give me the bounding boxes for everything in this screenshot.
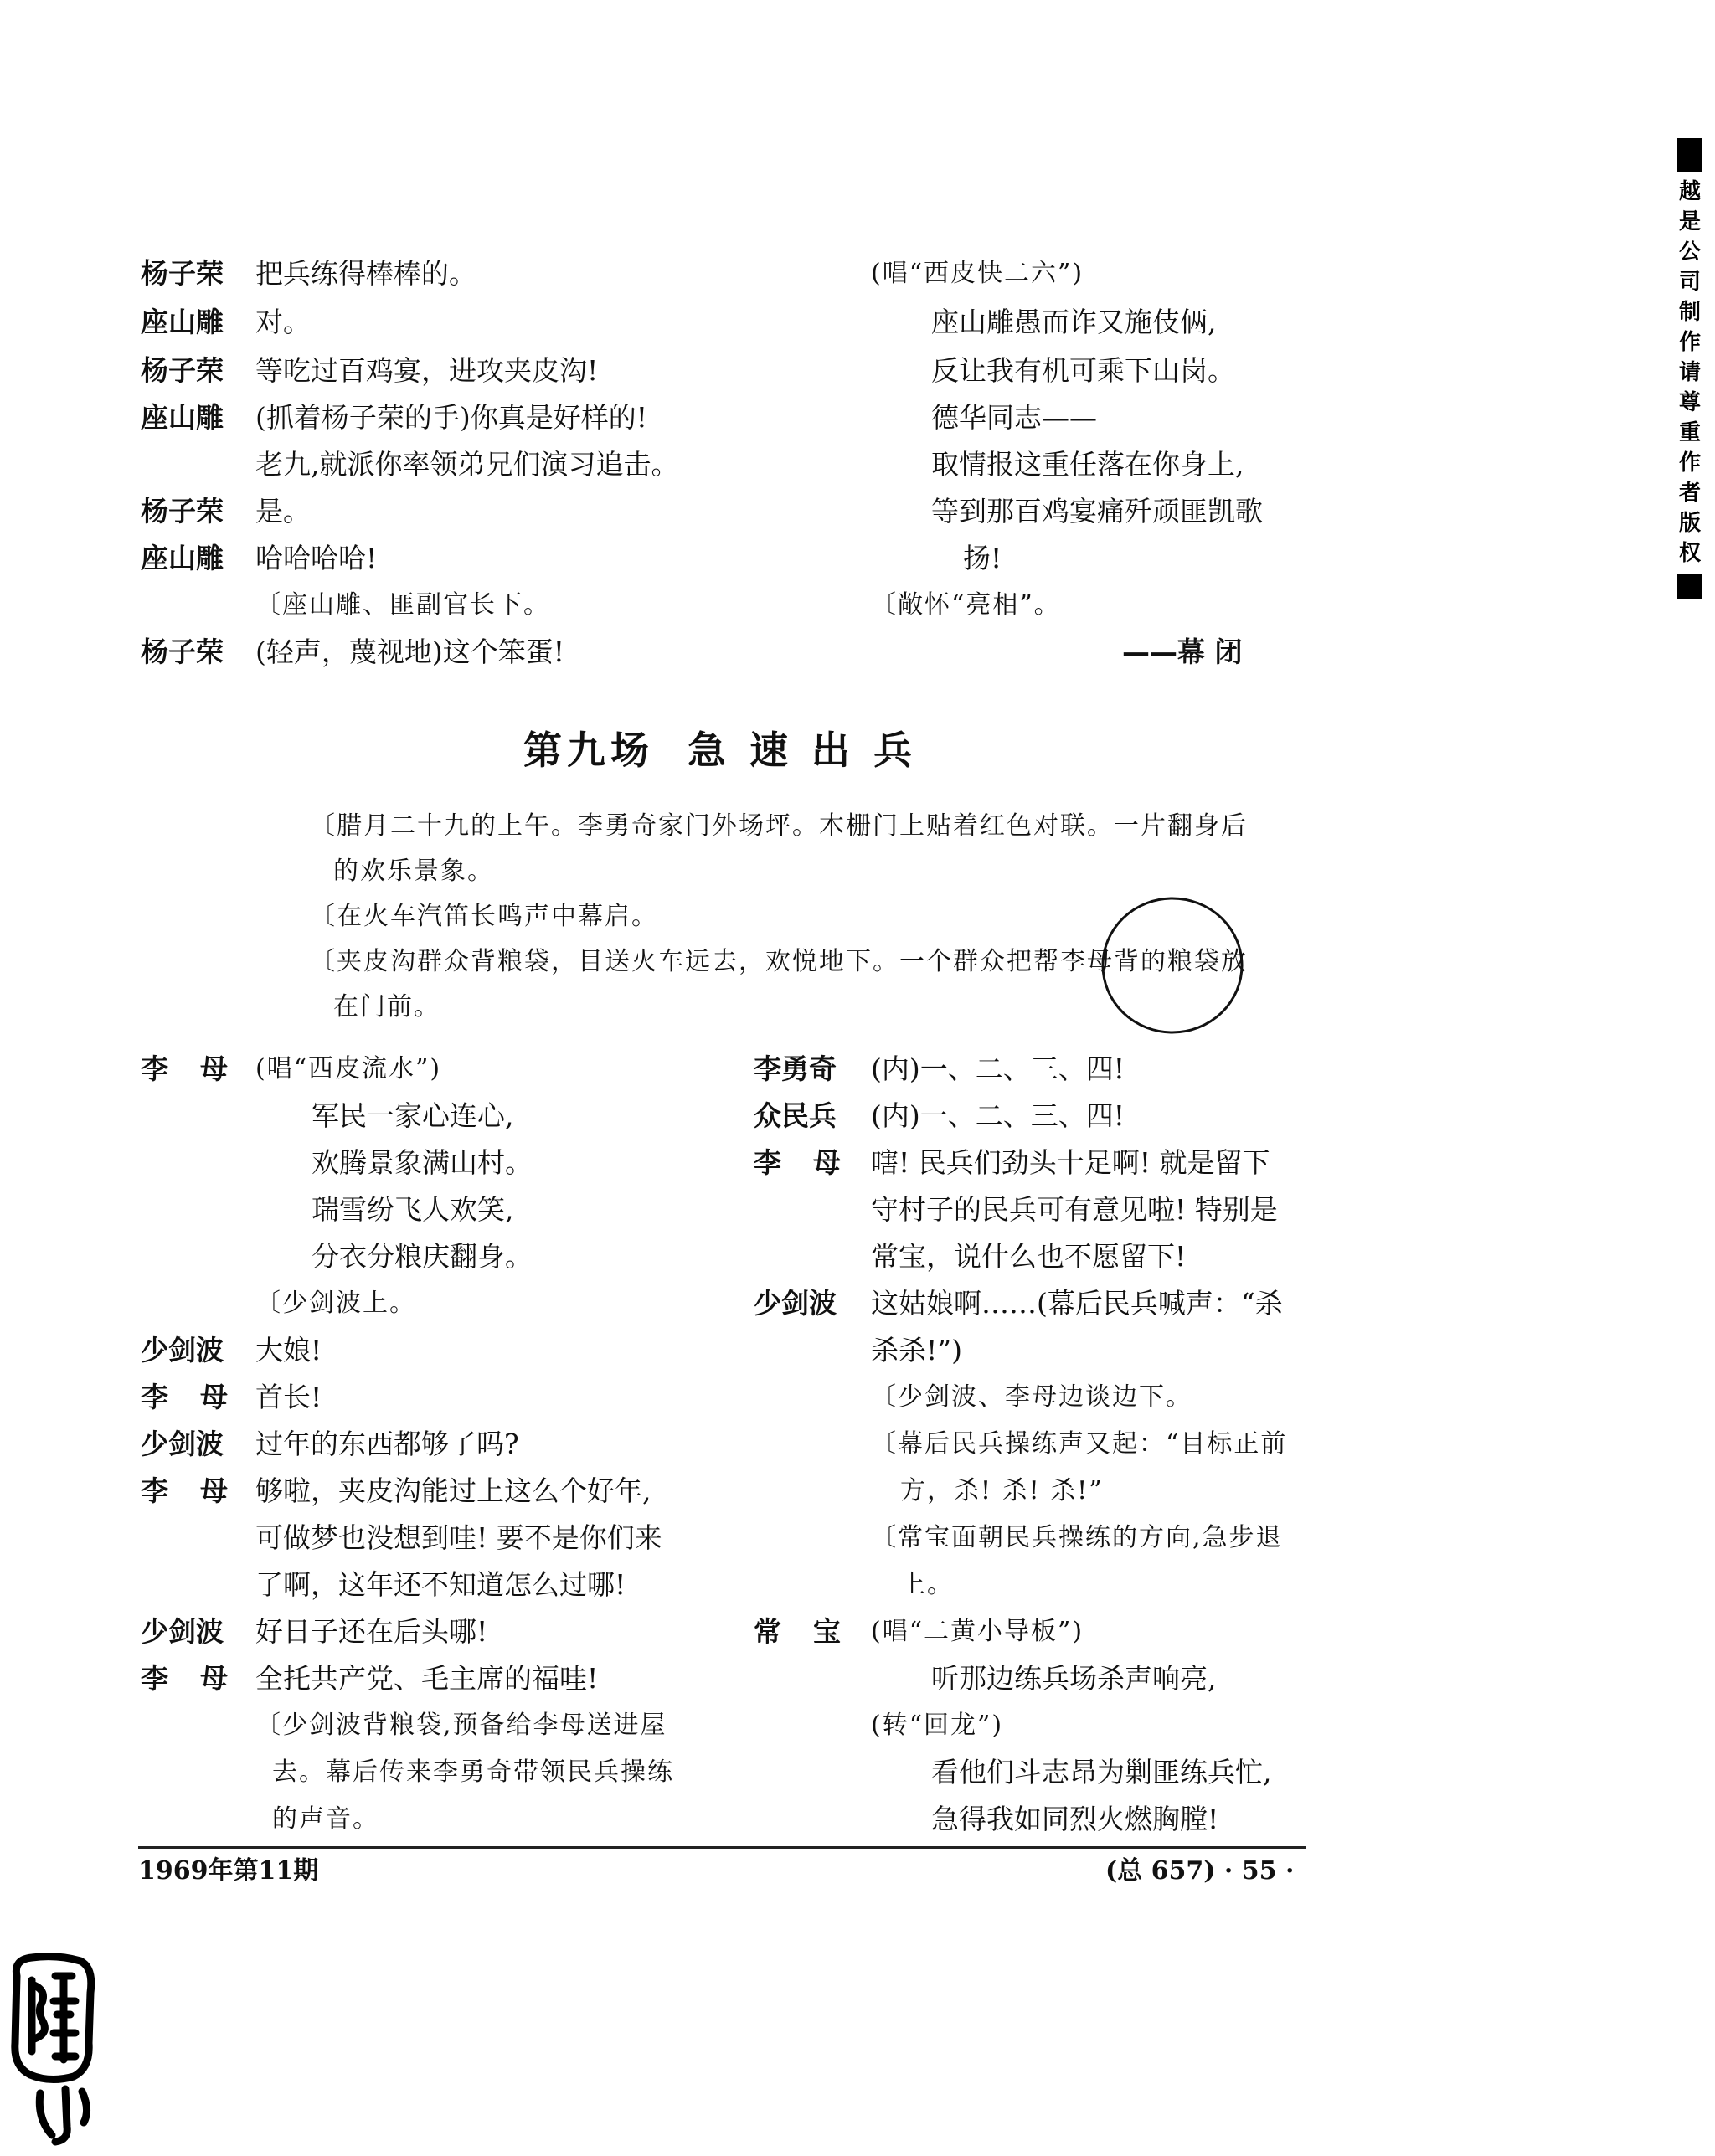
speaker-name: 杨子荣	[141, 257, 224, 290]
stage-direction: 〔常宝面朝民兵操练的方向,急步退	[871, 1523, 1283, 1552]
dialogue-line: 可做梦也没想到哇! 要不是你们来	[255, 1521, 662, 1554]
speaker-name: 杨子荣	[141, 495, 224, 527]
lyric-line: 扬!	[963, 542, 1002, 574]
sidebar-char: 作	[1678, 450, 1701, 476]
dialogue-line: 好日子还在后头哪!	[255, 1615, 488, 1648]
lyric-line: 反让我有机可乘下山岗。	[931, 354, 1235, 387]
sidebar-top-bar	[1677, 138, 1702, 172]
speaker-name: 李母	[141, 1474, 260, 1507]
scene-number: 第九场	[523, 728, 654, 773]
dialogue-line: 杀杀!”)	[871, 1334, 963, 1366]
speaker-name: 常宝	[754, 1615, 873, 1648]
stage-direction: 〔敞怀“亮相”。	[871, 590, 1061, 620]
speaker-name: 李母	[141, 1052, 260, 1085]
footer-rule	[138, 1846, 1306, 1849]
dialogue-line: 过年的东西都够了吗?	[255, 1428, 519, 1460]
sidebar-char: 司	[1678, 270, 1701, 295]
dialogue-line: 哈哈哈哈!	[255, 542, 378, 574]
sidebar-char: 重	[1678, 420, 1701, 445]
circle-annotation-mark	[1097, 894, 1248, 1037]
sidebar-char: 越	[1678, 179, 1701, 204]
scene-name: 急 速 出 兵	[687, 728, 918, 773]
lyric-line: 军民一家心连心,	[312, 1099, 514, 1132]
lyric-line: 分衣分粮庆翻身。	[312, 1240, 533, 1273]
speaker-name: 众民兵	[754, 1099, 837, 1132]
stage-direction: 〔少剑波上。	[255, 1289, 416, 1318]
sidebar-char: 作	[1678, 330, 1701, 355]
dialogue-line: (抓着杨子荣的手)你真是好样的!	[255, 401, 648, 434]
lyric-line: 等到那百鸡宴痛歼顽匪凯歌	[931, 495, 1263, 527]
speaker-name: 少剑波	[141, 1428, 224, 1460]
speaker-name: 李勇奇	[754, 1052, 837, 1085]
dialogue-line: 嗐! 民兵们劲头十足啊! 就是留下	[871, 1146, 1270, 1179]
aria-cue: (唱“西皮流水”)	[255, 1054, 442, 1083]
dialogue-line: 常宝，说什么也不愿留下!	[871, 1240, 1187, 1273]
lyric-line: 取情报这重任落在你身上,	[931, 448, 1244, 481]
direction-line: 在门前。	[333, 992, 440, 1021]
dialogue-line: 这姑娘啊……(幕后民兵喊声：“杀	[871, 1287, 1283, 1320]
dialogue-line: 首长!	[255, 1381, 322, 1413]
aria-cue: (转“回龙”)	[871, 1711, 1004, 1740]
page-number: (总 657) · 55 ·	[1105, 1856, 1295, 1886]
sidebar-char: 制	[1678, 300, 1701, 325]
lyric-line: 急得我如同烈火燃胸膛!	[931, 1803, 1219, 1835]
speaker-name: 李母	[141, 1662, 260, 1695]
sidebar-char: 请	[1678, 360, 1701, 385]
speaker-name: 杨子荣	[141, 635, 224, 668]
stage-direction: 去。幕后传来李勇奇带领民兵操练	[272, 1757, 674, 1787]
lyric-line: 欢腾景象满山村。	[312, 1146, 533, 1179]
direction-line: 〔腊月二十九的上午。李勇奇家门外场坪。木栅门上贴着红色对联。一片翻身后	[310, 811, 1248, 841]
dialogue-line: 把兵练得棒棒的。	[255, 257, 476, 290]
stage-direction: 的声音。	[272, 1804, 379, 1834]
curtain-close: ——幕 闭	[1122, 635, 1243, 668]
lyric-line: 听那边练兵场杀声响亮,	[931, 1662, 1217, 1695]
dialogue-line: 守村子的民兵可有意见啦! 特别是	[871, 1193, 1278, 1226]
speaker-name: 少剑波	[754, 1287, 837, 1320]
lyric-line: 德华同志——	[931, 401, 1097, 434]
sidebar-char: 者	[1678, 481, 1701, 506]
dialogue-line: 老九,就派你率领弟兄们演习追击。	[255, 448, 679, 481]
lyric-line: 看他们斗志昂为剿匪练兵忙,	[931, 1756, 1272, 1788]
sidebar-bottom-bar	[1677, 574, 1702, 599]
stage-direction: 〔座山雕、匪副官长下。	[255, 590, 550, 620]
stage-direction: 方，杀! 杀! 杀!”	[900, 1476, 1104, 1505]
speaker-name: 座山雕	[141, 306, 224, 338]
direction-line: 〔在火车汽笛长鸣声中幕启。	[310, 902, 658, 931]
dialogue-line: 大娘!	[255, 1334, 322, 1366]
dialogue-line: (内)一、二、三、四!	[871, 1099, 1125, 1132]
speaker-name: 少剑波	[141, 1615, 224, 1648]
dialogue-line: 是。	[255, 495, 311, 527]
sidebar-char: 公	[1678, 239, 1701, 265]
seal-stamp-icon	[7, 1951, 99, 2148]
sidebar-char: 版	[1678, 511, 1701, 536]
sidebar-char: 是	[1678, 209, 1701, 234]
direction-line: 的欢乐景象。	[333, 857, 494, 886]
stage-direction: 〔少剑波背粮袋,预备给李母送进屋	[255, 1711, 667, 1740]
speaker-name: 李母	[754, 1146, 873, 1179]
sidebar-char: 权	[1678, 541, 1701, 566]
aria-cue: (唱“西皮快二六”)	[871, 259, 1084, 288]
aria-cue: (唱“二黄小导板”)	[871, 1617, 1084, 1646]
speaker-name: 少剑波	[141, 1334, 224, 1366]
dialogue-line: 了啊，这年还不知道怎么过哪!	[255, 1568, 626, 1601]
stage-direction: 〔少剑波、李母边谈边下。	[871, 1382, 1192, 1412]
scene-title	[0, 720, 1440, 775]
speaker-name: 座山雕	[141, 401, 224, 434]
dialogue-line: 够啦，夹皮沟能过上这么个好年,	[255, 1474, 651, 1507]
speaker-name: 李母	[141, 1381, 260, 1413]
dialogue-line: 等吃过百鸡宴，进攻夹皮沟!	[255, 354, 599, 387]
sidebar-text	[1675, 177, 1705, 569]
dialogue-line: (内)一、二、三、四!	[871, 1052, 1125, 1085]
issue-label: 1969年第11期	[138, 1856, 319, 1886]
stage-direction: 上。	[900, 1570, 954, 1599]
dialogue-line: 全托共产党、毛主席的福哇!	[255, 1662, 599, 1695]
sidebar-char: 尊	[1678, 390, 1701, 415]
speaker-name: 杨子荣	[141, 354, 224, 387]
lyric-line: 瑞雪纷飞人欢笑,	[312, 1193, 514, 1226]
lyric-line: 座山雕愚而诈又施伎俩,	[931, 306, 1217, 338]
dialogue-line: (轻声，蔑视地)这个笨蛋!	[255, 635, 565, 668]
direction-line: 〔夹皮沟群众背粮袋，目送火车远去，欢悦地下。一个群众把帮李母背的粮袋放	[310, 947, 1248, 976]
speaker-name: 座山雕	[141, 542, 224, 574]
copyright-sidebar	[1675, 138, 1705, 599]
stage-direction: 〔幕后民兵操练声又起：“目标正前	[871, 1429, 1288, 1459]
dialogue-line: 对。	[255, 306, 311, 338]
